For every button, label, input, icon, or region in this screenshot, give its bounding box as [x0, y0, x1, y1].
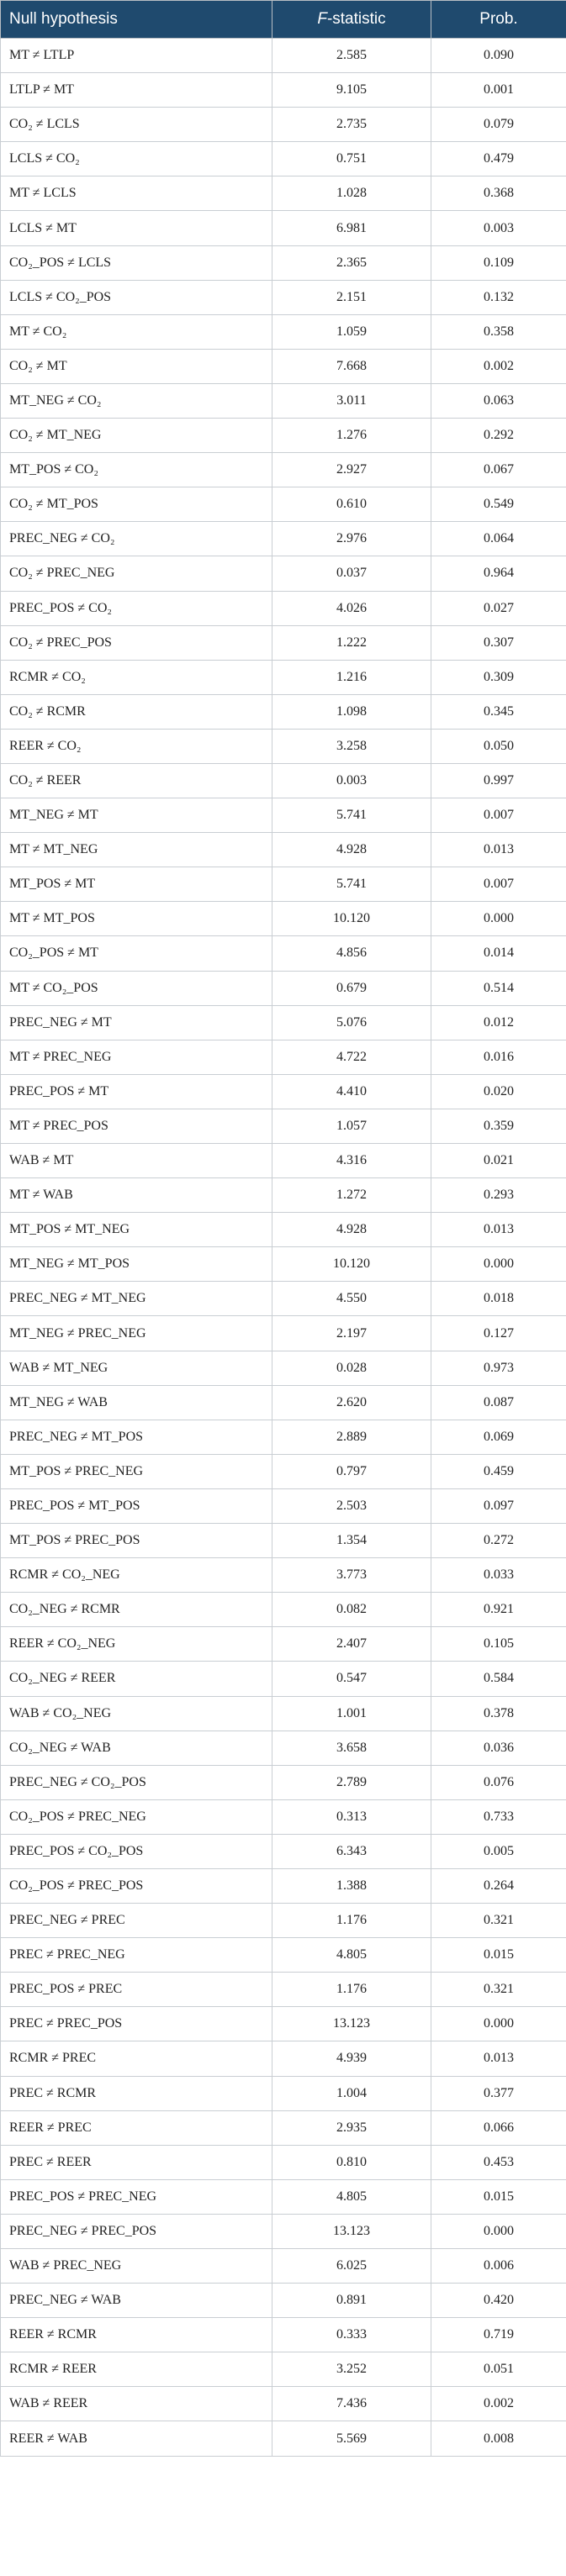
table-row [1, 1593, 566, 1627]
table-row [1, 1973, 566, 2007]
table-row [1, 1696, 566, 1731]
f-statistic-cell: 0.547 [272, 1662, 431, 1696]
null-hypothesis-cell: MT ≠ LCLS [1, 176, 272, 211]
f-statistic-cell: 0.028 [272, 1351, 431, 1385]
prob-cell: 0.097 [431, 1488, 566, 1523]
table-row [1, 660, 566, 694]
prob-cell: 0.013 [431, 1213, 566, 1247]
header-row [1, 1, 566, 39]
table-row [1, 1662, 566, 1696]
f-statistic-cell: 2.976 [272, 522, 431, 556]
prob-cell: 0.321 [431, 1904, 566, 1938]
f-statistic-cell: 13.123 [272, 2007, 431, 2041]
table-row [1, 971, 566, 1005]
table-row [1, 2041, 566, 2076]
prob-cell: 0.013 [431, 2041, 566, 2076]
null-hypothesis-cell: MT_NEG ≠ PREC_NEG [1, 1316, 272, 1351]
prob-cell: 0.127 [431, 1316, 566, 1351]
f-statistic-cell: 1.176 [272, 1904, 431, 1938]
null-hypothesis-cell: REER ≠ WAB [1, 2421, 272, 2456]
f-statistic-cell: 1.098 [272, 694, 431, 729]
f-statistic-cell: 2.935 [272, 2110, 431, 2145]
prob-cell: 0.069 [431, 1420, 566, 1454]
null-hypothesis-cell: PREC_NEG ≠ PREC [1, 1904, 272, 1938]
f-statistic-cell: 2.503 [272, 1488, 431, 1523]
f-statistic-cell: 10.120 [272, 1247, 431, 1282]
f-statistic-cell: 2.889 [272, 1420, 431, 1454]
null-hypothesis-cell: MT ≠ WAB [1, 1178, 272, 1213]
null-hypothesis-cell: MT_POS ≠ PREC_NEG [1, 1454, 272, 1488]
null-hypothesis-cell: CO₂ ≠ MT [1, 349, 272, 383]
f-statistic-cell: 0.003 [272, 763, 431, 798]
null-hypothesis-cell: PREC ≠ RCMR [1, 2076, 272, 2110]
table-row [1, 902, 566, 936]
prob-cell: 0.007 [431, 798, 566, 833]
table-row [1, 2284, 566, 2318]
prob-cell: 0.008 [431, 2421, 566, 2456]
f-statistic-cell: 2.151 [272, 280, 431, 314]
table-row [1, 142, 566, 176]
f-statistic-cell: 2.407 [272, 1627, 431, 1662]
prob-cell: 0.000 [431, 2007, 566, 2041]
prob-cell: 0.378 [431, 1696, 566, 1731]
null-hypothesis-cell: CO₂_NEG ≠ REER [1, 1662, 272, 1696]
null-hypothesis-cell: MT_POS ≠ MT_NEG [1, 1213, 272, 1247]
prob-cell: 0.105 [431, 1627, 566, 1662]
f-statistic-cell: 2.365 [272, 245, 431, 280]
table-row [1, 867, 566, 902]
null-hypothesis-cell: CO₂_POS ≠ LCLS [1, 245, 272, 280]
prob-cell: 0.377 [431, 2076, 566, 2110]
f-statistic-cell: 4.722 [272, 1040, 431, 1074]
null-hypothesis-cell: PREC_POS ≠ MT_POS [1, 1488, 272, 1523]
prob-cell: 0.584 [431, 1662, 566, 1696]
prob-cell: 0.358 [431, 314, 566, 349]
table-row [1, 694, 566, 729]
table-row [1, 1282, 566, 1316]
null-hypothesis-cell: RCMR ≠ REER [1, 2352, 272, 2387]
prob-cell: 0.345 [431, 694, 566, 729]
f-statistic-cell: 3.258 [272, 729, 431, 763]
f-statistic-cell: 1.388 [272, 1868, 431, 1903]
f-statistic-cell: 4.928 [272, 1213, 431, 1247]
null-hypothesis-cell: REER ≠ RCMR [1, 2318, 272, 2352]
f-statistic-cell: 0.333 [272, 2318, 431, 2352]
null-hypothesis-cell: REER ≠ PREC [1, 2110, 272, 2145]
f-statistic-cell: 1.001 [272, 1696, 431, 1731]
prob-cell: 0.051 [431, 2352, 566, 2387]
prob-cell: 0.003 [431, 211, 566, 245]
table-row [1, 2352, 566, 2387]
table-row [1, 1040, 566, 1074]
null-hypothesis-cell: PREC_NEG ≠ CO₂ [1, 522, 272, 556]
table-header [1, 1, 566, 39]
null-hypothesis-cell: CO₂_POS ≠ PREC_NEG [1, 1799, 272, 1834]
prob-cell: 0.036 [431, 1731, 566, 1765]
table-row [1, 1454, 566, 1488]
table-row [1, 798, 566, 833]
table-row [1, 2179, 566, 2214]
null-hypothesis-cell: PREC_NEG ≠ CO₂_POS [1, 1765, 272, 1799]
f-statistic-cell: 4.026 [272, 591, 431, 625]
null-hypothesis-cell: MT ≠ PREC_NEG [1, 1040, 272, 1074]
table-row [1, 1904, 566, 1938]
prob-cell: 0.973 [431, 1351, 566, 1385]
prob-cell: 0.015 [431, 1938, 566, 1973]
table-row [1, 280, 566, 314]
prob-cell: 0.514 [431, 971, 566, 1005]
f-statistic-cell: 0.037 [272, 556, 431, 591]
null-hypothesis-cell: PREC ≠ PREC_NEG [1, 1938, 272, 1973]
prob-cell: 0.006 [431, 2249, 566, 2284]
table-row [1, 833, 566, 867]
prob-cell: 0.549 [431, 487, 566, 522]
prob-cell: 0.005 [431, 1834, 566, 1868]
f-statistic-cell: 1.176 [272, 1973, 431, 2007]
null-hypothesis-cell: PREC_POS ≠ CO₂_POS [1, 1834, 272, 1868]
table-row [1, 349, 566, 383]
prob-cell: 0.014 [431, 936, 566, 971]
table-row [1, 1351, 566, 1385]
f-statistic-cell: 1.216 [272, 660, 431, 694]
null-hypothesis-cell: CO₂ ≠ MT_POS [1, 487, 272, 522]
table-row [1, 1731, 566, 1765]
prob-cell: 0.066 [431, 2110, 566, 2145]
table-row [1, 1144, 566, 1178]
table-row [1, 1247, 566, 1282]
table-row [1, 2214, 566, 2248]
f-statistic-cell: 4.939 [272, 2041, 431, 2076]
prob-cell: 0.000 [431, 1247, 566, 1282]
null-hypothesis-cell: WAB ≠ PREC_NEG [1, 2249, 272, 2284]
f-statistic-cell: 2.620 [272, 1385, 431, 1420]
table-row [1, 1799, 566, 1834]
table-row [1, 1213, 566, 1247]
f-statistic-cell: 7.668 [272, 349, 431, 383]
null-hypothesis-cell: PREC_POS ≠ PREC_NEG [1, 2179, 272, 2214]
f-statistic-cell: 0.797 [272, 1454, 431, 1488]
header-null-hypothesis: Null hypothesis [1, 1, 272, 39]
null-hypothesis-cell: CO₂_NEG ≠ RCMR [1, 1593, 272, 1627]
f-statistic-cell: 3.773 [272, 1558, 431, 1593]
null-hypothesis-cell: CO₂ ≠ MT_NEG [1, 419, 272, 453]
table-row [1, 936, 566, 971]
table-row [1, 314, 566, 349]
f-statistic-cell: 4.928 [272, 833, 431, 867]
prob-cell: 0.067 [431, 453, 566, 487]
header-f-suffix: -statistic [326, 10, 386, 28]
prob-cell: 0.307 [431, 625, 566, 660]
f-statistic-cell: 2.197 [272, 1316, 431, 1351]
f-statistic-cell: 1.276 [272, 419, 431, 453]
null-hypothesis-cell: MT ≠ CO₂_POS [1, 971, 272, 1005]
f-statistic-cell: 0.810 [272, 2145, 431, 2179]
null-hypothesis-cell: RCMR ≠ PREC [1, 2041, 272, 2076]
null-hypothesis-cell: CO₂_POS ≠ MT [1, 936, 272, 971]
f-statistic-cell: 5.076 [272, 1005, 431, 1040]
f-statistic-cell: 4.856 [272, 936, 431, 971]
prob-cell: 0.050 [431, 729, 566, 763]
f-statistic-cell: 0.679 [272, 971, 431, 1005]
f-statistic-cell: 0.891 [272, 2284, 431, 2318]
null-hypothesis-cell: WAB ≠ MT_NEG [1, 1351, 272, 1385]
prob-cell: 0.007 [431, 867, 566, 902]
null-hypothesis-cell: LCLS ≠ CO₂ [1, 142, 272, 176]
null-hypothesis-cell: LCLS ≠ CO₂_POS [1, 280, 272, 314]
null-hypothesis-cell: MT_NEG ≠ WAB [1, 1385, 272, 1420]
table-row [1, 1524, 566, 1558]
null-hypothesis-cell: CO₂ ≠ PREC_POS [1, 625, 272, 660]
null-hypothesis-cell: MT_NEG ≠ MT [1, 798, 272, 833]
table-row [1, 1420, 566, 1454]
f-statistic-cell: 4.410 [272, 1074, 431, 1109]
prob-cell: 0.479 [431, 142, 566, 176]
table-row [1, 522, 566, 556]
table-row [1, 1316, 566, 1351]
null-hypothesis-cell: MT_NEG ≠ MT_POS [1, 1247, 272, 1282]
f-statistic-cell: 2.789 [272, 1765, 431, 1799]
null-hypothesis-cell: MT_NEG ≠ CO₂ [1, 383, 272, 418]
null-hypothesis-cell: MT ≠ MT_POS [1, 902, 272, 936]
prob-cell: 0.012 [431, 1005, 566, 1040]
table-row [1, 419, 566, 453]
f-statistic-cell: 2.585 [272, 39, 431, 73]
f-statistic-cell: 1.354 [272, 1524, 431, 1558]
prob-cell: 0.016 [431, 1040, 566, 1074]
null-hypothesis-cell: PREC_POS ≠ PREC [1, 1973, 272, 2007]
f-statistic-cell: 0.610 [272, 487, 431, 522]
table-row [1, 176, 566, 211]
f-statistic-cell: 3.658 [272, 1731, 431, 1765]
prob-cell: 0.002 [431, 2387, 566, 2421]
f-statistic-cell: 0.751 [272, 142, 431, 176]
f-statistic-cell: 1.059 [272, 314, 431, 349]
prob-cell: 0.033 [431, 1558, 566, 1593]
table-row [1, 487, 566, 522]
null-hypothesis-cell: MT ≠ PREC_POS [1, 1109, 272, 1143]
null-hypothesis-cell: RCMR ≠ CO₂_NEG [1, 1558, 272, 1593]
prob-cell: 0.000 [431, 2214, 566, 2248]
table-row [1, 2007, 566, 2041]
header-prob: Prob. [431, 1, 566, 39]
prob-cell: 0.292 [431, 419, 566, 453]
f-statistic-cell: 1.057 [272, 1109, 431, 1143]
table-row [1, 1385, 566, 1420]
table-row [1, 591, 566, 625]
prob-cell: 0.001 [431, 73, 566, 108]
table-row [1, 1005, 566, 1040]
table-row [1, 2318, 566, 2352]
table-row [1, 2110, 566, 2145]
prob-cell: 0.321 [431, 1973, 566, 2007]
null-hypothesis-cell: CO₂ ≠ LCLS [1, 108, 272, 142]
prob-cell: 0.027 [431, 591, 566, 625]
table-row [1, 2249, 566, 2284]
f-statistic-cell: 2.927 [272, 453, 431, 487]
null-hypothesis-cell: PREC_POS ≠ MT [1, 1074, 272, 1109]
f-statistic-cell: 13.123 [272, 2214, 431, 2248]
prob-cell: 0.453 [431, 2145, 566, 2179]
prob-cell: 0.459 [431, 1454, 566, 1488]
prob-cell: 0.079 [431, 108, 566, 142]
prob-cell: 0.733 [431, 1799, 566, 1834]
table-row [1, 211, 566, 245]
table-row [1, 39, 566, 73]
null-hypothesis-cell: CO₂_POS ≠ PREC_POS [1, 1868, 272, 1903]
f-statistic-cell: 4.805 [272, 1938, 431, 1973]
null-hypothesis-cell: LCLS ≠ MT [1, 211, 272, 245]
prob-cell: 0.015 [431, 2179, 566, 2214]
prob-cell: 0.293 [431, 1178, 566, 1213]
table-row [1, 625, 566, 660]
null-hypothesis-cell: PREC_NEG ≠ PREC_POS [1, 2214, 272, 2248]
f-statistic-cell: 5.569 [272, 2421, 431, 2456]
f-statistic-cell: 9.105 [272, 73, 431, 108]
prob-cell: 0.109 [431, 245, 566, 280]
f-statistic-cell: 4.550 [272, 1282, 431, 1316]
table-row [1, 245, 566, 280]
null-hypothesis-cell: CO₂ ≠ PREC_NEG [1, 556, 272, 591]
prob-cell: 0.021 [431, 1144, 566, 1178]
null-hypothesis-cell: PREC_NEG ≠ MT_NEG [1, 1282, 272, 1316]
table-row [1, 1074, 566, 1109]
prob-cell: 0.921 [431, 1593, 566, 1627]
f-statistic-cell: 3.252 [272, 2352, 431, 2387]
f-statistic-cell: 7.436 [272, 2387, 431, 2421]
f-statistic-cell: 1.222 [272, 625, 431, 660]
prob-cell: 0.063 [431, 383, 566, 418]
null-hypothesis-cell: PREC ≠ REER [1, 2145, 272, 2179]
f-statistic-cell: 0.082 [272, 1593, 431, 1627]
null-hypothesis-cell: MT ≠ MT_NEG [1, 833, 272, 867]
table-row [1, 1109, 566, 1143]
prob-cell: 0.000 [431, 902, 566, 936]
null-hypothesis-cell: PREC_NEG ≠ MT [1, 1005, 272, 1040]
prob-cell: 0.420 [431, 2284, 566, 2318]
f-statistic-cell: 4.805 [272, 2179, 431, 2214]
null-hypothesis-cell: PREC_POS ≠ CO₂ [1, 591, 272, 625]
f-statistic-cell: 6.025 [272, 2249, 431, 2284]
table-row [1, 1558, 566, 1593]
null-hypothesis-cell: LTLP ≠ MT [1, 73, 272, 108]
table-row [1, 2387, 566, 2421]
table-row [1, 2421, 566, 2456]
f-statistic-cell: 1.272 [272, 1178, 431, 1213]
null-hypothesis-cell: WAB ≠ MT [1, 1144, 272, 1178]
prob-cell: 0.020 [431, 1074, 566, 1109]
prob-cell: 0.090 [431, 39, 566, 73]
header-f-statistic [272, 1, 431, 39]
prob-cell: 0.087 [431, 1385, 566, 1420]
prob-cell: 0.997 [431, 763, 566, 798]
table-row [1, 1938, 566, 1973]
prob-cell: 0.132 [431, 280, 566, 314]
null-hypothesis-cell: CO₂ ≠ RCMR [1, 694, 272, 729]
f-statistic-cell: 6.343 [272, 1834, 431, 1868]
null-hypothesis-cell: CO₂ ≠ REER [1, 763, 272, 798]
table-row [1, 1834, 566, 1868]
null-hypothesis-cell: WAB ≠ CO₂_NEG [1, 1696, 272, 1731]
table-row [1, 763, 566, 798]
null-hypothesis-cell: MT_POS ≠ PREC_POS [1, 1524, 272, 1558]
header-f-letter: F [317, 10, 327, 28]
prob-cell: 0.013 [431, 833, 566, 867]
table-row [1, 1178, 566, 1213]
null-hypothesis-cell: MT ≠ CO₂ [1, 314, 272, 349]
prob-cell: 0.964 [431, 556, 566, 591]
table-row [1, 2145, 566, 2179]
null-hypothesis-cell: WAB ≠ REER [1, 2387, 272, 2421]
null-hypothesis-cell: PREC_NEG ≠ WAB [1, 2284, 272, 2318]
table-row [1, 556, 566, 591]
null-hypothesis-cell: REER ≠ CO₂ [1, 729, 272, 763]
table-row [1, 453, 566, 487]
table-row [1, 1627, 566, 1662]
prob-cell: 0.002 [431, 349, 566, 383]
null-hypothesis-cell: PREC_NEG ≠ MT_POS [1, 1420, 272, 1454]
f-statistic-cell: 1.028 [272, 176, 431, 211]
table-row [1, 1868, 566, 1903]
null-hypothesis-cell: PREC ≠ PREC_POS [1, 2007, 272, 2041]
f-statistic-cell: 3.011 [272, 383, 431, 418]
table-body [1, 39, 566, 2457]
prob-cell: 0.309 [431, 660, 566, 694]
table-row [1, 73, 566, 108]
prob-cell: 0.719 [431, 2318, 566, 2352]
prob-cell: 0.359 [431, 1109, 566, 1143]
f-statistic-cell: 10.120 [272, 902, 431, 936]
prob-cell: 0.272 [431, 1524, 566, 1558]
prob-cell: 0.368 [431, 176, 566, 211]
f-statistic-cell: 1.004 [272, 2076, 431, 2110]
null-hypothesis-cell: MT_POS ≠ CO₂ [1, 453, 272, 487]
f-statistic-cell: 4.316 [272, 1144, 431, 1178]
f-statistic-cell: 0.313 [272, 1799, 431, 1834]
f-statistic-cell: 5.741 [272, 867, 431, 902]
table-row [1, 2076, 566, 2110]
f-statistic-cell: 6.981 [272, 211, 431, 245]
null-hypothesis-cell: MT ≠ LTLP [1, 39, 272, 73]
prob-cell: 0.264 [431, 1868, 566, 1903]
table-row [1, 729, 566, 763]
f-statistic-cell: 5.741 [272, 798, 431, 833]
table-row [1, 1488, 566, 1523]
f-statistic-cell: 2.735 [272, 108, 431, 142]
null-hypothesis-cell: MT_POS ≠ MT [1, 867, 272, 902]
null-hypothesis-cell: CO₂_NEG ≠ WAB [1, 1731, 272, 1765]
null-hypothesis-cell: RCMR ≠ CO₂ [1, 660, 272, 694]
prob-cell: 0.064 [431, 522, 566, 556]
null-hypothesis-cell: REER ≠ CO₂_NEG [1, 1627, 272, 1662]
prob-cell: 0.076 [431, 1765, 566, 1799]
table-row [1, 108, 566, 142]
table-row [1, 383, 566, 418]
table-row [1, 1765, 566, 1799]
prob-cell: 0.018 [431, 1282, 566, 1316]
